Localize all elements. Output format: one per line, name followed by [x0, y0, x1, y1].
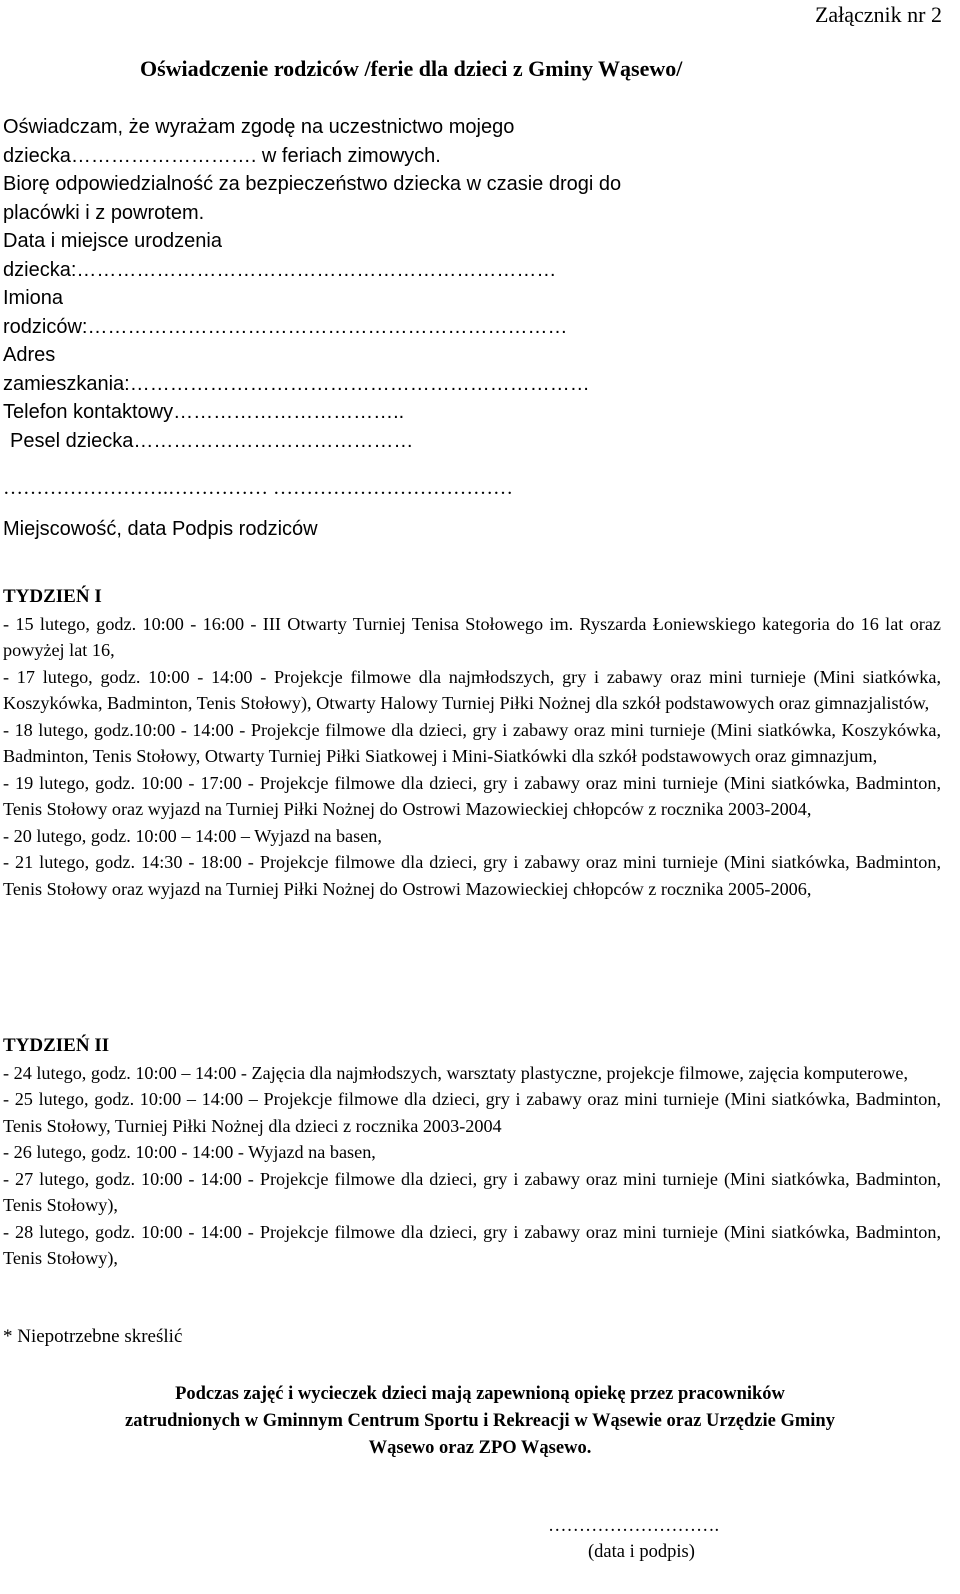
- footer-line: zatrudnionych w Gminnym Centrum Sportu i Rekreacji w Wąsewie oraz Urzędzie Gminy: [125, 1411, 835, 1431]
- declaration-line: Biorę odpowiedzialność za bezpieczeństwo dziecka w czasie drogi do: [3, 173, 622, 195]
- footer-notice: [0, 1381, 960, 1462]
- schedule-item: - 18 lutego, godz.10:00 - 14:00 - Projekcje filmowe dla dzieci, gry i zabawy oraz mini turnieje (Mini siatkówka, Koszykówka, Badminton, Tenis Stołowy, Otwarty Turniej Piłki Siatkowej i Mini-Siatkówki dla szkół podstawowych oraz gimnazjum,: [3, 719, 941, 766]
- schedule-item: - 20 lutego, godz. 10:00 – 14:00 – Wyjazd na basen,: [3, 825, 382, 846]
- phone-field[interactable]: Telefon kontaktowy……………………………..: [3, 401, 405, 423]
- schedule-item: - 25 lutego, godz. 10:00 – 14:00 – Projekcje filmowe dla dzieci, gry i zabawy oraz mini turnieje (Mini siatkówka, Badminton, Tenis Stołowy, Turniej Piłki Nożnej dla dzieci z rocznika 2003-2004: [3, 1089, 941, 1136]
- parents-label: Imiona: [3, 287, 64, 309]
- declaration-line: placówki i z powrotem.: [3, 202, 205, 224]
- page-title: Oświadczenie rodziców /ferie dla dzieci z Gminy Wąsewo/: [140, 56, 683, 81]
- schedule-item: - 21 lutego, godz. 14:30 - 18:00 - Projekcje filmowe dla dzieci, gry i zabawy oraz mini turnieje (Mini siatkówka, Badminton, Tenis Stołowy oraz wyjazd na Turniej Piłki Nożnej do Ostrowi Mazowieckiej chłopców z rocznika 2005-2006,: [3, 852, 941, 899]
- signoff-dots[interactable]: ……………………….: [548, 1516, 720, 1536]
- birth-field[interactable]: dziecka:………………………………………………………………: [3, 259, 557, 281]
- schedule-item: - 26 lutego, godz. 10:00 - 14:00 - Wyjazd na basen,: [3, 1142, 376, 1162]
- birth-label: Data i miejsce urodzenia: [3, 230, 222, 252]
- footnote: * Niepotrzebne skreślić: [3, 1326, 183, 1347]
- footer-line: Wąsewo oraz ZPO Wąsewo.: [368, 1438, 592, 1458]
- week-2-heading: TYDZIEŃ II: [3, 1035, 110, 1056]
- schedule-item: - 28 lutego, godz. 10:00 - 14:00 - Projekcje filmowe dla dzieci, gry i zabawy oraz mini turnieje (Mini siatkówka, Badminton, Tenis Stołowy),: [3, 1221, 941, 1268]
- attachment-label: Załącznik nr 2: [814, 2, 942, 27]
- schedule-item: - 17 lutego, godz. 10:00 - 14:00 - Projekcje filmowe dla najmłodszych, gry i zabawy oraz mini turnieje (Mini siatkówka, Koszykówka, Badminton, Tenis Stołowy), Otwarty Halowy Turniej Piłki Nożnej dla szkół podstawowych oraz gimnazjalistów,: [3, 666, 941, 713]
- parents-field[interactable]: rodziców:………………………………………………………………: [3, 316, 568, 338]
- schedule-item: - 27 lutego, godz. 10:00 - 14:00 - Projekcje filmowe dla dzieci, gry i zabawy oraz mini turnieje (Mini siatkówka, Badminton, Tenis Stołowy),: [3, 1168, 941, 1215]
- declaration-line: Oświadczam, że wyrażam zgodę na uczestnictwo mojego: [3, 116, 515, 138]
- address-label: Adres: [3, 344, 56, 366]
- schedule-item: - 15 lutego, godz. 10:00 - 16:00 - III Otwarty Turniej Tenisa Stołowego im. Ryszarda Łoniewskiego kategoria do 16 lat oraz powyżej lat 16,: [3, 613, 941, 660]
- pesel-field[interactable]: Pesel dziecka……………………………………: [10, 430, 414, 452]
- schedule-item: - 19 lutego, godz. 10:00 - 17:00 - Projekcje filmowe dla dzieci, gry i zabawy oraz mini turnieje (Mini siatkówka, Badminton, Tenis Stołowy oraz wyjazd na Turniej Piłki Nożnej do Ostrowi Mazowieckiej chłopców z rocznika 2003-2004,: [3, 772, 941, 819]
- footer-line: Podczas zajęć i wycieczek dzieci mają zapewnioną opiekę przez pracowników: [175, 1384, 785, 1404]
- signature-line[interactable]: …………………….…………… ………………………………: [3, 477, 513, 499]
- signature-label: Miejscowość, data Podpis rodziców: [3, 518, 318, 540]
- schedule-item: - 24 lutego, godz. 10:00 – 14:00 - Zajęcia dla najmłodszych, warsztaty plastyczne, projekcje filmowe, zajęcia komputerowe,: [3, 1062, 909, 1083]
- week-1-heading: TYDZIEŃ I: [3, 586, 102, 607]
- child-name-field[interactable]: dziecka………………………. w feriach zimowych.: [3, 145, 441, 167]
- signoff-label: (data i podpis): [588, 1542, 695, 1562]
- schedule: [3, 584, 941, 902]
- address-field[interactable]: zamieszkania:……………………………………………………………: [3, 373, 590, 395]
- schedule-week-2: [3, 1033, 941, 1272]
